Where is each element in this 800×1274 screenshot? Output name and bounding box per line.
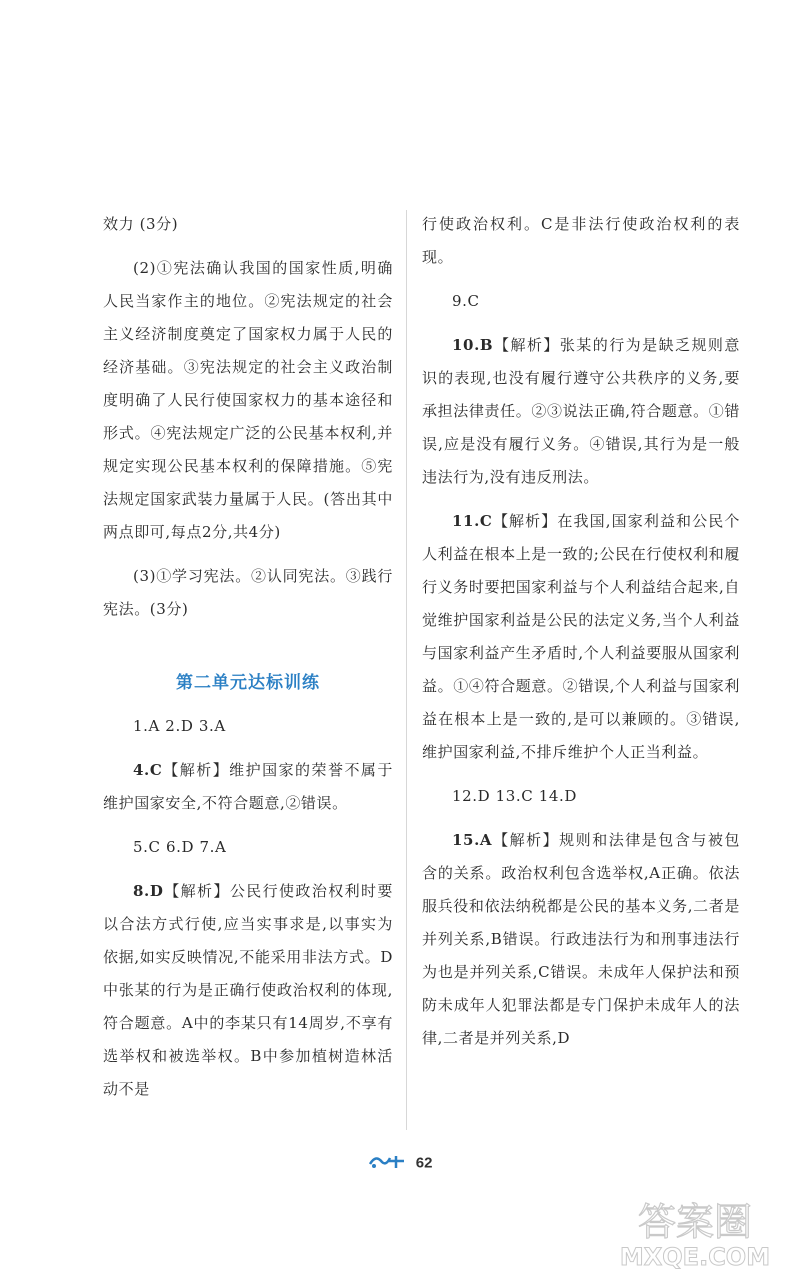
paragraph-learn-constitution: (3)①学习宪法。②认同宪法。③践行宪法。(3分) [103, 567, 393, 618]
watermark-url: MXQE.COM [619, 1243, 771, 1270]
answer-4 [103, 754, 393, 820]
answer-9: 9.C [452, 292, 480, 310]
section-title: 第二单元达标训练 [176, 673, 320, 693]
page-number: 62 [415, 1154, 433, 1172]
answer-11-text: 【解析】在我国,国家利益和公民个人利益在根本上是一致的;公民在行使权利和履行义务时要把国家利益与个人利益结合起来,自觉维护国家利益是公民的法定义务,当个人利益与国家利益产生矛盾时,个人利益要服从国家利益。①④符合题意。②错误,个人利益与国家利益在根本上是一致的,是可以兼顾的。③错误,维护国家利益,不排斥维护个人正当利益。 [422, 512, 740, 761]
paragraph-efficacy: 效力 (3分) [103, 215, 179, 233]
paragraph-continued: 行使政治权利。C是非法行使政治权利的表现。 [422, 215, 740, 266]
answer-11 [422, 505, 740, 769]
answer-10 [422, 329, 740, 494]
answer-8 [103, 875, 393, 1106]
answer-15 [422, 824, 740, 1055]
answer-15-number: 15.A [452, 831, 493, 849]
answers-5-7: 5.C 6.D 7.A [133, 838, 227, 856]
answer-8-text: 【解析】公民行使政治权利时要以合法方式行使,应当实事求是,以事实为依据,如实反映情况,不能采用非法方式。D中张某的行为是正确行使政治权利的体现,符合题意。A中的李某只有14周岁,不享有选举权和被选举权。B中参加植树造林活动不是 [103, 882, 393, 1098]
answer-10-text: 【解析】张某的行为是缺乏规则意识的表现,也没有履行遵守公共秩序的义务,要承担法律责任。②③说法正确,符合题意。①错误,应是没有履行义务。④错误,其行为是一般违法行为,没有违反刑法。 [422, 336, 740, 486]
answers-12-14: 12.D 13.C 14.D [452, 787, 578, 805]
answer-15-text: 【解析】规则和法律是包含与被包含的关系。政治权利包含选举权,A正确。依法服兵役和依法纳税都是公民的基本义务,二者是并列关系,B错误。行政违法行为和刑事违法行为也是并列关系,C错误。未成年人保护法和预防未成年人犯罪法都是专门保护未成年人的法律,二者是并列关系,D [422, 831, 740, 1047]
page-footer [0, 1152, 800, 1174]
answer-8-number: 8.D [133, 882, 164, 900]
left-column [103, 208, 393, 1117]
answer-4-number: 4.C [133, 761, 163, 779]
right-column [422, 208, 740, 1066]
answers-1-3: 1.A 2.D 3.A [133, 717, 226, 735]
column-divider [406, 210, 407, 1130]
answer-4-text: 【解析】维护国家的荣誉不属于维护国家安全,不符合题意,②错误。 [103, 761, 393, 812]
watermark-text: 答案圈 [637, 1200, 753, 1244]
answer-10-number: 10.B [452, 336, 494, 354]
answer-11-number: 11.C [452, 512, 493, 530]
publisher-logo-icon [368, 1152, 406, 1174]
watermark-logo-icon [600, 1195, 790, 1270]
paragraph-constitution-points: (2)①宪法确认我国的国家性质,明确人民当家作主的地位。②宪法规定的社会主义经济制度奠定了国家权力属于人民的经济基础。③宪法规定的社会主义政治制度明确了人民行使国家权力的基本途径和形式。④宪法规定广泛的公民基本权利,并规定实现公民基本权利的保障措施。⑤宪法规定国家武装力量属于人民。(答出其中两点即可,每点2分,共4分) [103, 259, 393, 541]
